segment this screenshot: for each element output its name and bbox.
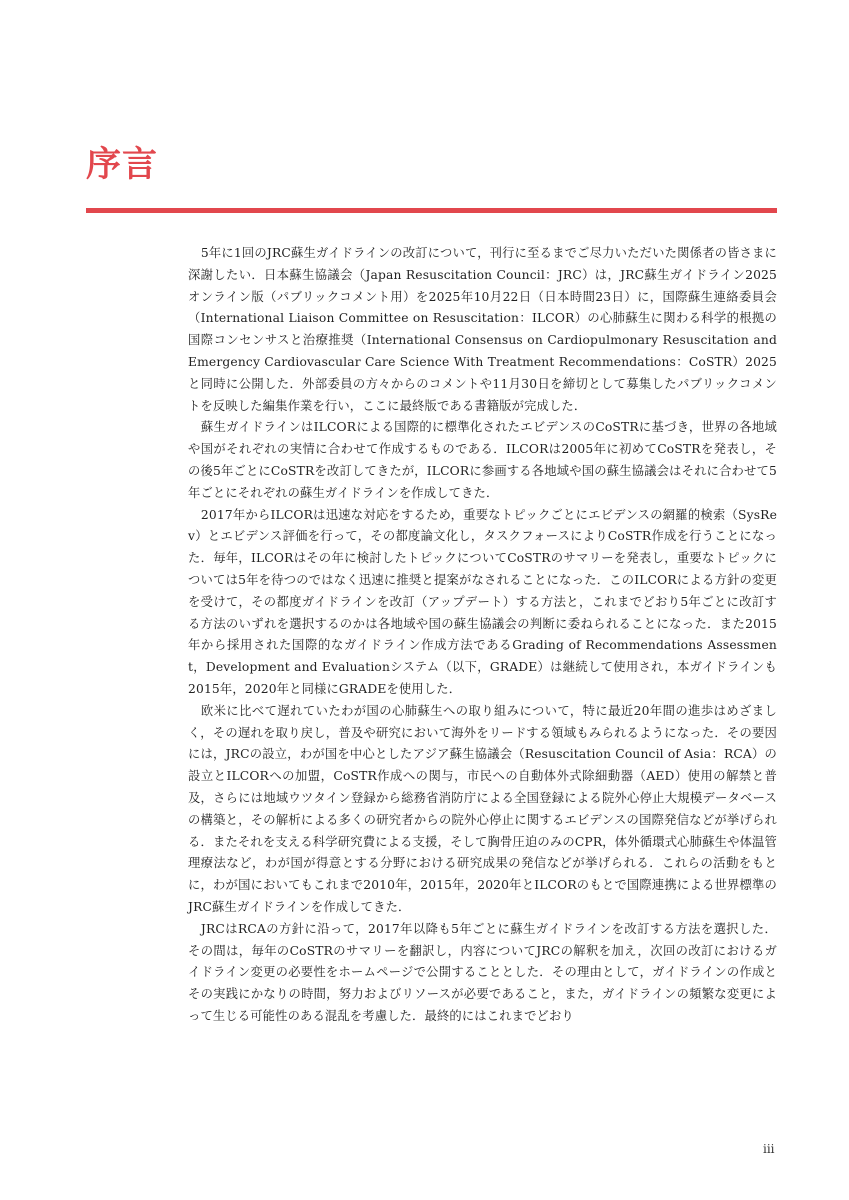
- paragraph: 2017年からILCORは迅速な対応をするため，重要なトピックごとにエビデンスの網羅的検索（SysRev）とエビデンス評価を行って，その都度論文化し，タスクフォースによりCoSTR作成を行うことになった．毎年，ILCORはその年に検討したトピックについてCoSTRのサマリーを発表し，重要なトピックについては5年を待つのではなく迅速に推奨と提案がなされることになった．このILCORによる方針の変更を受けて，その都度ガイドラインを改訂（アップデート）する方法と，これまでどおり5年ごとに改訂する方法のいずれを選択するのかは各地域や国の蘇生協議会の判断に委ねられることになった．また2015年から採用された国際的なガイドライン作成方法であるGrading of Recommendations Assessment，Development and Evaluationシステム（以下，GRADE）は継続して使用され，本ガイドラインも2015年，2020年と同様にGRADEを使用した．: [188, 507, 777, 696]
- paragraph: JRCはRCAの方針に沿って，2017年以降も5年ごとに蘇生ガイドラインを改訂する方法を選択した．その間は，毎年のCoSTRのサマリーを翻訳し，内容についてJRCの解釈を加え，次回の改訂におけるガイドライン変更の必要性をホームページで公開することとした．その理由として，ガイドラインの作成とその実践にかなりの時間，努力およびリソースが必要であること，また，ガイドラインの頻繁な変更によって生じる可能性のある混乱を考慮した．最終的にはこれまでどおり: [188, 921, 777, 1023]
- paragraph: 蘇生ガイドラインはILCORによる国際的に標準化されたエビデンスのCoSTRに基づき，世界の各地域や国がそれぞれの実情に合わせて作成するものである．ILCORは2005年に初めてCoSTRを発表し，その後5年ごとにCoSTRを改訂してきたが，ILCORに参画する各地域や国の蘇生協議会はそれに合わせて5年ごとにそれぞれの蘇生ガイドラインを作成してきた．: [188, 420, 777, 500]
- heading-divider: [86, 208, 777, 213]
- paragraph: 欧米に比べて遅れていたわが国の心肺蘇生への取り組みについて，特に最近20年間の進歩はめざましく，その遅れを取り戻し，普及や研究において海外をリードする領域もみられるようになった．その要因には，JRCの設立，わが国を中心としたアジア蘇生協議会（Resuscitation Council of Asia：RCA）の設立とILCORへの加盟，CoSTR作成への関与，市民への自動体外式除細動器（AED）使用の解禁と普及，さらには地域ウツタイン登録から総務省消防庁による全国登録による院外心停止大規模データベースの構築と，その解析による多くの研究者からの院外心停止に関するエビデンスの国際発信などが挙げられる．またそれを支える科学研究費による支援，そして胸骨圧迫のみのCPR，体外循環式心肺蘇生や体温管理療法など，わが国が得意とする分野における研究成果の発信などが挙げられる．これらの活動をもとに，わが国においてもこれまで2010年，2015年，2020年とILCORのもとで国際連携による世界標準のJRC蘇生ガイドラインを作成してきた．: [188, 703, 777, 914]
- page-number: iii: [763, 1142, 775, 1156]
- paragraph: 5年に1回のJRC蘇生ガイドラインの改訂について，刊行に至るまでご尽力いただいた関係者の皆さまに深謝したい．日本蘇生協議会（Japan Resuscitation Council：JRC）は，JRC蘇生ガイドライン2025オンライン版（パブリックコメント用）を2025年10月22日（日本時間23日）に，国際蘇生連絡委員会（International Liaison Committee on Resuscitation：ILCOR）の心肺蘇生に関わる科学的根拠の国際コンセンサスと治療推奨（International Consensus on Cardiopulmonary Resuscitation and Emergency Cardiovascular Care Science With Treatment Recommendations：CoSTR）2025と同時に公開した．外部委員の方々からのコメントや11月30日を締切として募集したパブリックコメントを反映した編集作業を行い，ここに最終版である書籍版が完成した．: [188, 246, 777, 413]
- preface-body: [188, 243, 777, 1028]
- page-title: 序言: [86, 145, 159, 185]
